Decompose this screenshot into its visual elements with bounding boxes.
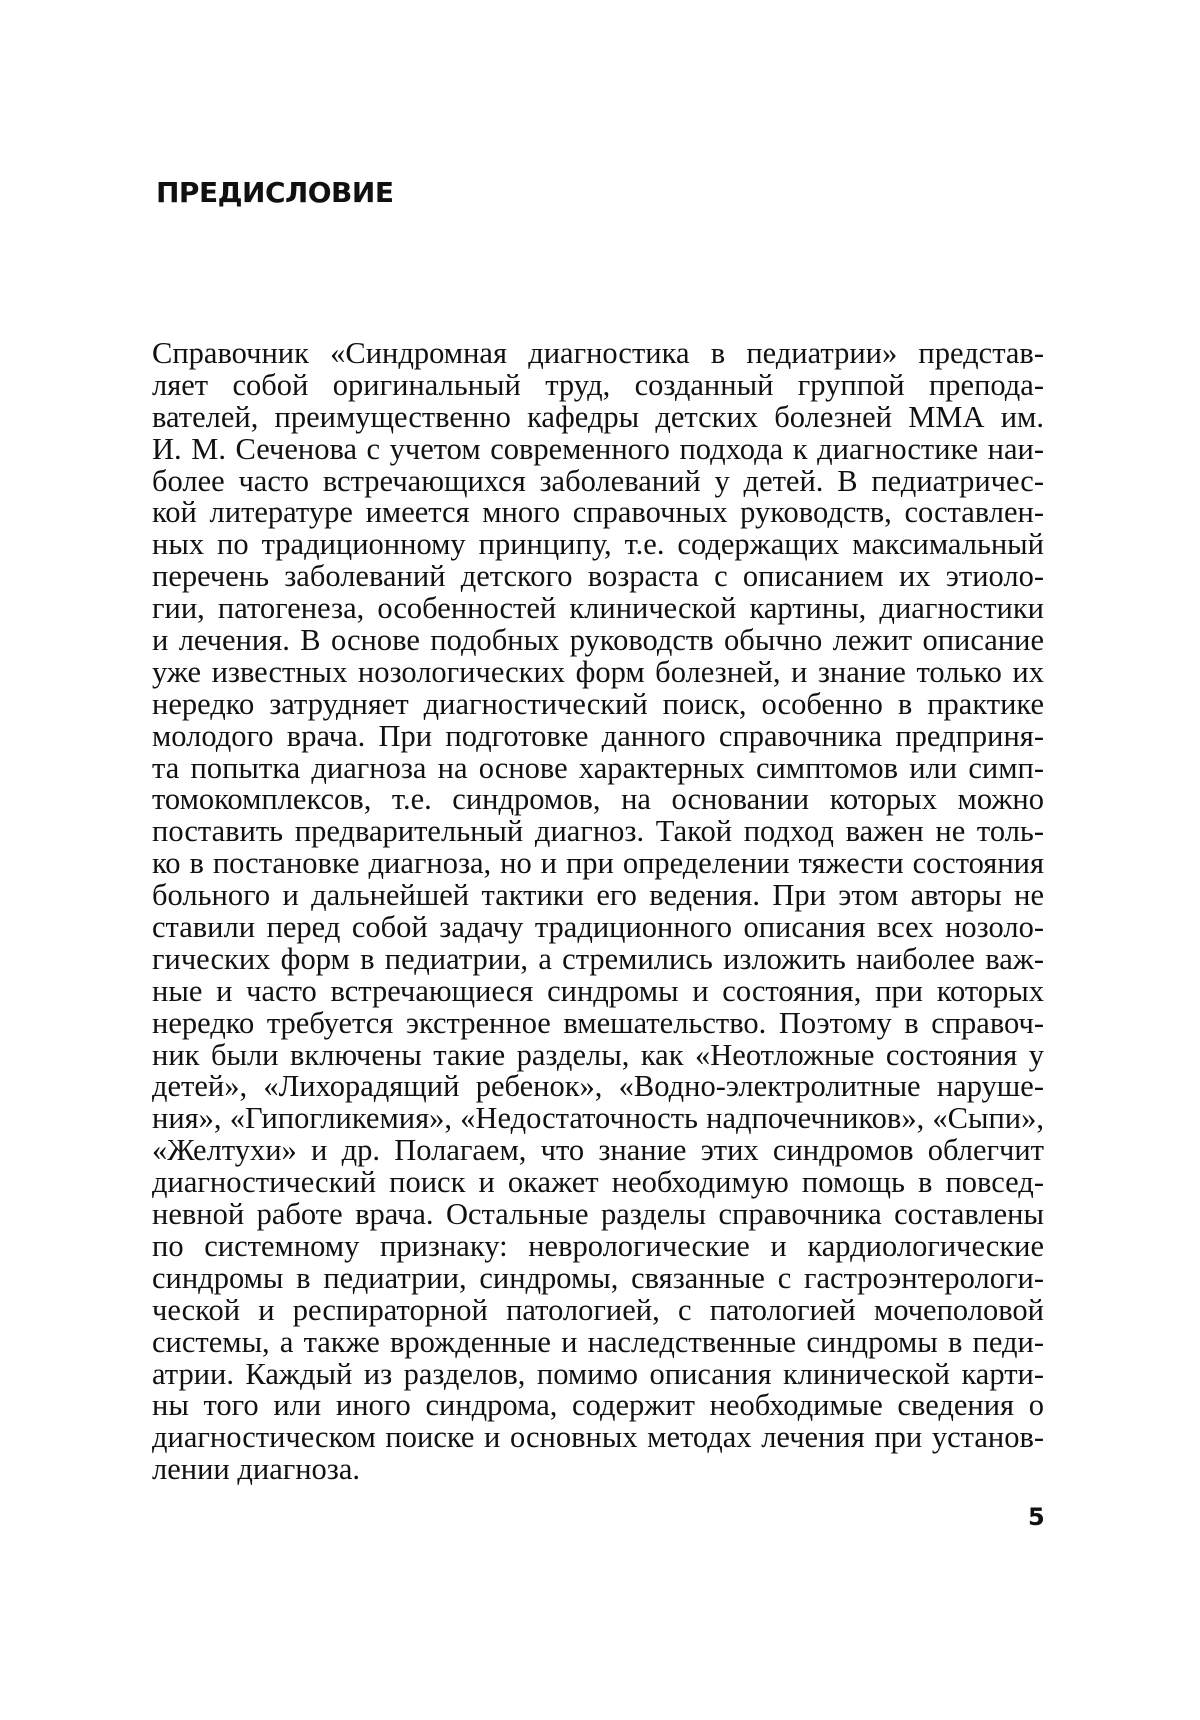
text-line: ко в постановке диагноза, но и при определении тяжести состояния — [152, 846, 1044, 881]
text-line: гических форм в педиатрии, а стремились изложить наиболее важ- — [152, 941, 1044, 976]
text-line: «Желтухи» и др. Полагаем, что знание этих синдромов облегчит — [152, 1133, 1044, 1168]
text-line: ческой и респираторной патологией, с патологией мочеполовой — [152, 1292, 1044, 1327]
text-line: более часто встречающихся заболеваний у детей. В педиатричес- — [152, 463, 1044, 498]
text-line: диагностическом поиске и основных методах лечения при установ- — [152, 1420, 1044, 1455]
text-line: перечень заболеваний детского возраста с описанием их этиоло- — [152, 559, 1044, 594]
text-line: и лечения. В основе подобных руководств обычно лежит описание — [152, 623, 1044, 658]
text-line: вателей, преимущественно кафедры детских болезней ММА им. — [152, 399, 1044, 434]
text-line: кой литературе имеется много справочных руководств, составлен- — [152, 495, 1044, 530]
text-line: та попытка диагноза на основе характерных симптомов или симп- — [152, 750, 1044, 785]
text-line: по системному признаку: неврологические и кардиологические — [152, 1228, 1044, 1263]
text-line: лении диагноза. — [152, 1452, 361, 1487]
text-line: ны того или иного синдрома, содержит необходимые сведения о — [152, 1388, 1044, 1423]
text-line: синдромы в педиатрии, синдромы, связанные с гастроэнтерологи- — [152, 1260, 1044, 1295]
text-line: нередко требуется экстренное вмешательство. Поэтому в справоч- — [152, 1005, 1044, 1040]
text-line: гии, патогенеза, особенностей клинической картины, диагностики — [152, 591, 1044, 626]
text-line: ния», «Гипогликемия», «Недостаточность надпочечников», «Сыпи», — [152, 1101, 1044, 1136]
text-line: ставили перед собой задачу традиционного описания всех нозоло- — [152, 910, 1044, 945]
text-line: системы, а также врожденные и наследственные синдромы в педи- — [152, 1324, 1044, 1359]
text-line: ляет собой оригинальный труд, созданный группой препода- — [152, 367, 1044, 402]
text-line: больного и дальнейшей тактики его ведения. При этом авторы не — [152, 878, 1044, 913]
page-number: 5 — [1028, 1503, 1045, 1531]
text-line: детей», «Лихорадящий ребенок», «Водно-электролитные наруше- — [152, 1069, 1044, 1104]
text-line: Справочник «Синдромная диагностика в педиатрии» представ- — [152, 336, 1044, 370]
text-line: поставить предварительный диагноз. Такой подход важен не толь- — [152, 814, 1044, 849]
text-line: нередко затрудняет диагностический поиск, особенно в практике — [152, 686, 1044, 721]
text-line: ник были включены такие разделы, как «Неотложные состояния у — [152, 1037, 1044, 1072]
text-line: И. М. Сеченова с учетом современного подхода к диагностике наи- — [152, 431, 1044, 466]
section-heading: ПРЕДИСЛОВИЕ — [156, 176, 394, 209]
text-line: молодого врача. При подготовке данного справочника предприня- — [152, 718, 1044, 753]
text-line: невной работе врача. Остальные разделы справочника составлены — [152, 1197, 1044, 1232]
text-line: ные и часто встречающиеся синдромы и состояния, при которых — [152, 973, 1044, 1008]
text-line: ных по традиционному принципу, т.е. содержащих максимальный — [152, 527, 1044, 562]
preface-paragraph — [152, 338, 1044, 1486]
text-line: томокомплексов, т.е. синдромов, на основании которых можно — [152, 782, 1044, 817]
text-line: уже известных нозологических форм болезней, и знание только их — [152, 654, 1044, 689]
text-line: атрии. Каждый из разделов, помимо описания клинической карти- — [152, 1356, 1044, 1391]
text-line: диагностический поиск и окажет необходимую помощь в повсед- — [152, 1165, 1044, 1200]
